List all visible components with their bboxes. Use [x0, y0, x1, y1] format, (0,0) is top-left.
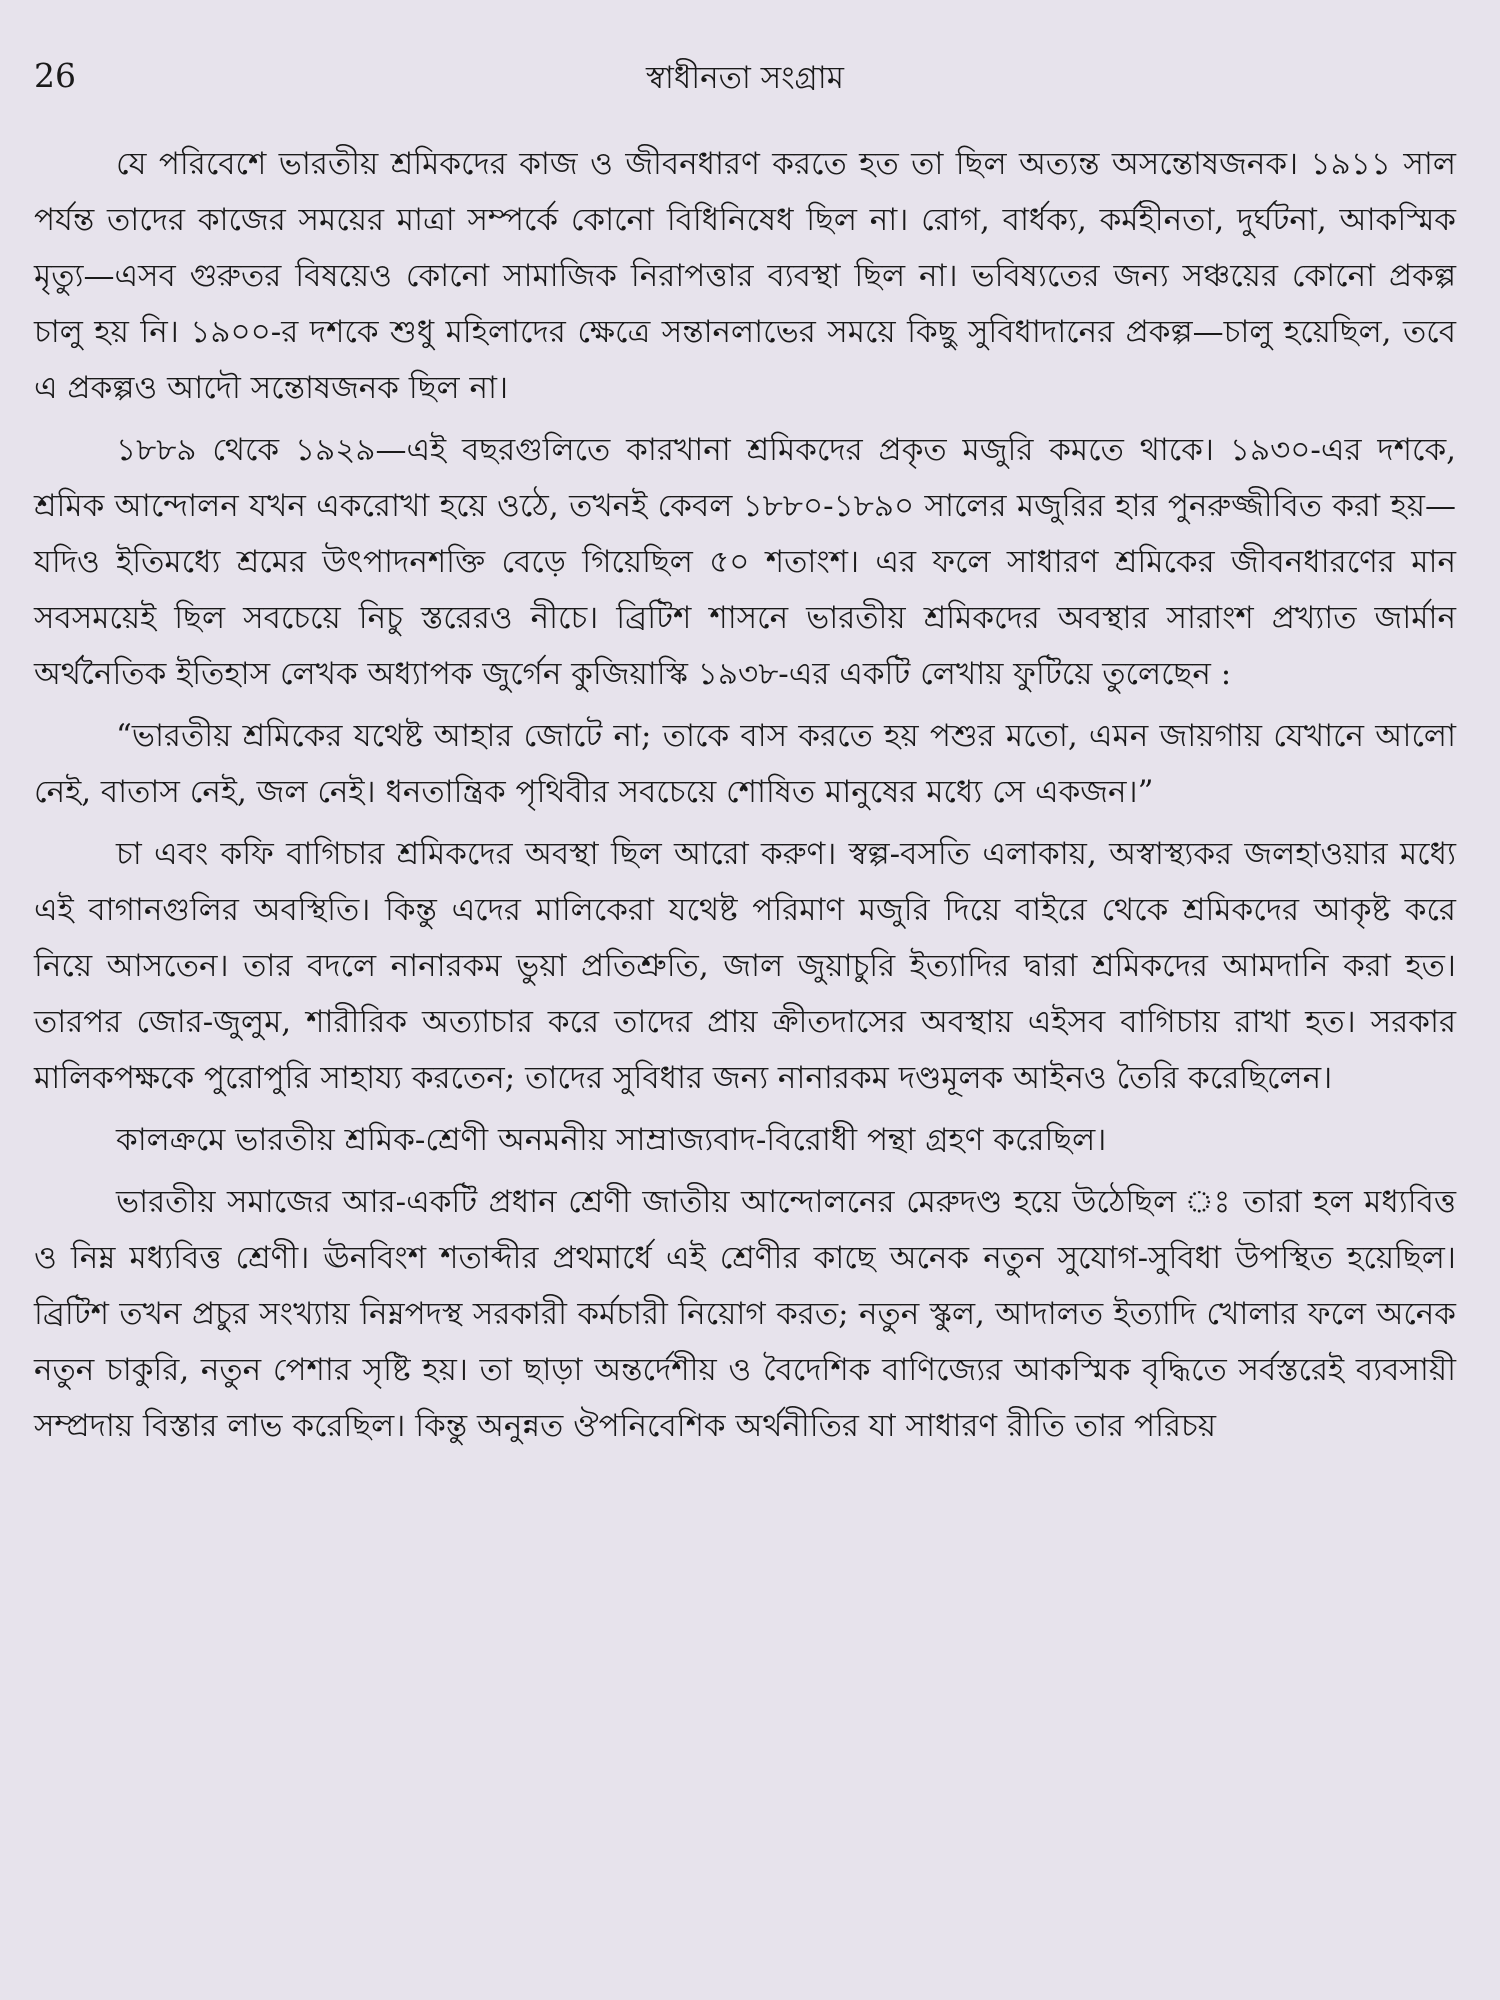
paragraph-real-wages: ১৮৮৯ থেকে ১৯২৯—এই বছরগুলিতে কারখানা শ্রমিকদের প্রকৃত মজুরি কমতে থাকে। ১৯৩০-এর দশকে, শ্রমিক আন্দোলন যখন একরোখা হয়ে ওঠে, তখনই কেবল ১৮৮০-১৮৯০ সালের মজুরির হার পুনরুজ্জীবিত করা হয়—যদিও ইতিমধ্যে শ্রমের উৎপাদনশক্তি বেড়ে গিয়েছিল ৫০ শতাংশ। এর ফলে সাধারণ শ্রমিকের জীবনধারণের মান সবসময়েই ছিল সবচেয়ে নিচু স্তরেরও নীচে। ব্রিটিশ শাসনে ভারতীয় শ্রমিকদের অবস্থার সারাংশ প্রখ্যাত জার্মান অর্থনৈতিক ইতিহাস লেখক অধ্যাপক জুর্গেন কুজিয়াস্কি ১৯৩৮-এর একটি লেখায় ফুটিয়ে তুলেছেন :: [34, 432, 1456, 692]
page-number: 26: [34, 56, 76, 95]
running-header: [34, 48, 1456, 108]
paragraph-working-conditions: যে পরিবেশে ভারতীয় শ্রমিকদের কাজ ও জীবনধারণ করতে হত তা ছিল অত্যন্ত অসন্তোষজনক। ১৯১১ সাল পর্যন্ত তাদের কাজের সময়ের মাত্রা সম্পর্কে কোনো বিধিনিষেধ ছিল না। রোগ, বার্ধক্য, কর্মহীনতা, দুর্ঘটনা, আকস্মিক মৃত্যু—এসব গুরুতর বিষয়েও কোনো সামাজিক নিরাপত্তার ব্যবস্থা ছিল না। ভবিষ্যতের জন্য সঞ্চয়ের কোনো প্রকল্প চালু হয় নি। ১৯০০-র দশকে শুধু মহিলাদের ক্ষেত্রে সন্তানলাভের সময়ে কিছু সুবিধাদানের প্রকল্প—চালু হয়েছিল, তবে এ প্রকল্পও আদৌ সন্তোষজনক ছিল না।: [34, 146, 1456, 406]
paragraph-middle-class: ভারতীয় সমাজের আর-একটি প্রধান শ্রেণী জাতীয় আন্দোলনের মেরুদণ্ড হয়ে উঠেছিল ঃ তারা হল মধ্যবিত্ত ও নিম্ন মধ্যবিত্ত শ্রেণী। ঊনবিংশ শতাব্দীর প্রথমার্ধে এই শ্রেণীর কাছে অনেক নতুন সুযোগ-সুবিধা উপস্থিত হয়েছিল। ব্রিটিশ তখন প্রচুর সংখ্যায় নিম্নপদস্থ সরকারী কর্মচারী নিয়োগ করত; নতুন স্কুল, আদালত ইত্যাদি খোলার ফলে অনেক নতুন চাকুরি, নতুন পেশার সৃষ্টি হয়। তা ছাড়া অন্তর্দেশীয় ও বৈদেশিক বাণিজ্যের আকস্মিক বৃদ্ধিতে সর্বস্তরেই ব্যবসায়ী সম্প্রদায় বিস্তার লাভ করেছিল। কিন্তু অনুন্নত ঔপনিবেশিক অর্থনীতির যা সাধারণ রীতি তার পরিচয়: [34, 1184, 1456, 1444]
quotation: “ভারতীয় শ্রমিকের যথেষ্ট আহার জোটে না; তাকে বাস করতে হয় পশুর মতো, এমন জায়গায় যেখানে আলো নেই, বাতাস নেই, জল নেই। ধনতান্ত্রিক পৃথিবীর সবচেয়ে শোষিত মানুষের মধ্যে সে একজন।”: [34, 718, 1456, 810]
paragraph-anti-imperialist: কালক্রমে ভারতীয় শ্রমিক-শ্রেণী অনমনীয় সাম্রাজ্যবাদ-বিরোধী পন্থা গ্রহণ করেছিল।: [116, 1122, 1107, 1158]
body-text: [34, 136, 1456, 1454]
running-title: স্বাধীনতা সংগ্রাম: [646, 60, 844, 96]
paragraph-plantation-workers: চা এবং কফি বাগিচার শ্রমিকদের অবস্থা ছিল আরো করুণ। স্বল্প-বসতি এলাকায়, অস্বাস্থ্যকর জলহাওয়ার মধ্যে এই বাগানগুলির অবস্থিতি। কিন্তু এদের মালিকেরা যথেষ্ট পরিমাণ মজুরি দিয়ে বাইরে থেকে শ্রমিকদের আকৃষ্ট করে নিয়ে আসতেন। তার বদলে নানারকম ভুয়া প্রতিশ্রুতি, জাল জুয়াচুরি ইত্যাদির দ্বারা শ্রমিকদের আমদানি করা হত। তারপর জোর-জুলুম, শারীরিক অত্যাচার করে তাদের প্রায় ক্রীতদাসের অবস্থায় এইসব বাগিচায় রাখা হত। সরকার মালিকপক্ষকে পুরোপুরি সাহায্য করতেন; তাদের সুবিধার জন্য নানারকম দণ্ডমূলক আইনও তৈরি করেছিলেন।: [34, 836, 1456, 1096]
